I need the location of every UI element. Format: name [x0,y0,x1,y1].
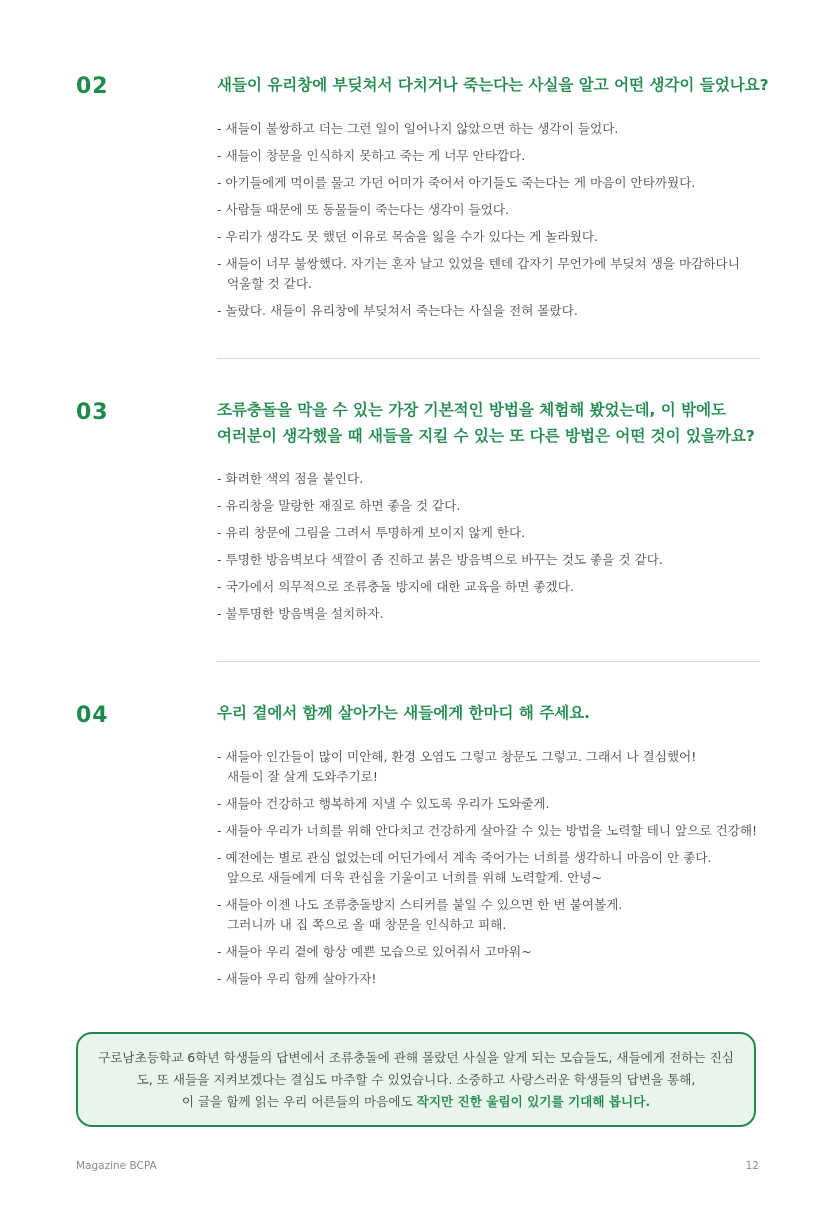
section-number: 03 [76,400,109,425]
section-divider [217,661,760,662]
summary-line [182,1091,650,1113]
list-item: - 불투명한 방음벽을 설치하자. [217,606,384,621]
section-number: 04 [76,703,109,728]
list-item: - 국가에서 의무적으로 조류충돌 방지에 대한 교육을 하면 좋겠다. [217,579,574,594]
summary-highlight: 작지만 진한 울림이 있기를 기대해 봅니다. [416,1093,651,1109]
question-line: 여러분이 생각했을 때 새들을 지킬 수 있는 또 다른 방법은 어떤 것이 있을까요? [217,427,755,445]
list-item-continuation: 새들이 잘 살게 도와주기로! [227,769,378,784]
list-item: - 사람들 때문에 또 동물들이 죽는다는 생각이 들었다. [217,202,510,217]
section-divider [217,358,760,359]
question-line: 우리 곁에서 함께 살아가는 새들에게 한마디 해 주세요. [217,704,591,722]
list-item: - 투명한 방음벽보다 색깔이 좀 진하고 붉은 방음벽으로 바꾸는 것도 좋을 것 같다. [217,552,663,567]
question-heading [217,72,777,98]
list-item: - 예전에는 별로 관심 없었는데 어딘가에서 계속 죽어가는 너희를 생각하니 마음이 안 좋다. [217,850,712,865]
list-item: - 새들아 이젠 나도 조류충돌방지 스티커를 붙일 수 있으면 한 번 붙여볼게. [217,897,623,912]
summary-line: 구로남초등학교 6학년 학생들의 답변에서 조류충돌에 관해 몰랐던 사실을 알게 되는 모습들도, 새들에게 전하는 진심 [98,1049,734,1065]
list-item: - 놀랐다. 새들이 유리창에 부딪쳐서 죽는다는 사실을 전혀 몰랐다. [217,303,578,318]
page-number: 12 [745,1160,759,1172]
list-item: - 아기들에게 먹이를 물고 가던 어미가 죽어서 아기들도 죽는다는 게 마음이 안타까웠다. [217,175,696,190]
list-item: - 새들아 우리 함께 살아가자! [217,971,377,986]
question-line: 조류충돌을 막을 수 있는 가장 기본적인 방법을 체험해 봤었는데, 이 밖에도 [217,401,727,419]
question-line: 새들이 유리창에 부딪쳐서 다치거나 죽는다는 사실을 알고 어떤 생각이 들었나요? [217,76,769,94]
list-item: - 새들이 창문을 인식하지 못하고 죽는 게 너무 안타깝다. [217,148,526,163]
list-item: - 유리창을 말랑한 재질로 하면 좋을 것 같다. [217,498,461,513]
list-item: - 새들이 불쌍하고 더는 그런 일이 일어나지 않았으면 하는 생각이 들었다. [217,121,619,136]
answer-list [217,119,777,328]
list-item: - 새들이 너무 불쌍했다. 자기는 혼자 날고 있었을 텐데 갑자기 무언가에 부딪쳐 생을 마감하다니 [217,256,740,271]
question-heading [217,397,777,449]
list-item: - 화려한 색의 점을 붙인다. [217,471,364,486]
summary-line: 도, 또 새들을 지켜보겠다는 결심도 마주할 수 있었습니다. 소중하고 사랑스러운 학생들의 답변을 통해, [136,1071,696,1087]
list-item-continuation: 억울할 것 같다. [227,276,313,291]
list-item: - 새들아 건강하고 행복하게 지낼 수 있도록 우리가 도와줄게. [217,796,550,811]
section-number: 02 [76,74,109,99]
list-item: - 새들아 인간들이 많이 미안해, 환경 오염도 그렇고 창문도 그렇고. 그래서 나 결심했어! [217,749,697,764]
question-heading [217,700,777,726]
magazine-name: Magazine BCPA [76,1160,157,1172]
summary-box [76,1032,756,1127]
list-item: - 우리가 생각도 못 했던 이유로 목숨을 잃을 수가 있다는 게 놀라웠다. [217,229,599,244]
list-item: - 유리 창문에 그림을 그려서 투명하게 보이지 않게 한다. [217,525,526,540]
list-item: - 새들아 우리 곁에 항상 예쁜 모습으로 있어줘서 고마워~ [217,944,532,959]
list-item-continuation: 그러니까 내 집 쪽으로 올 때 창문을 인식하고 피해. [227,917,507,932]
list-item: - 새들아 우리가 너희를 위해 안다치고 건강하게 살아갈 수 있는 방법을 노력할 테니 앞으로 건강해! [217,823,758,838]
answer-list [217,469,777,631]
summary-text: 이 글을 함께 읽는 우리 어른들의 마음에도 [181,1093,417,1109]
answer-list [217,747,777,996]
list-item-continuation: 앞으로 새들에게 더욱 관심을 기울이고 너희를 위해 노력할게. 안녕~ [227,870,603,885]
